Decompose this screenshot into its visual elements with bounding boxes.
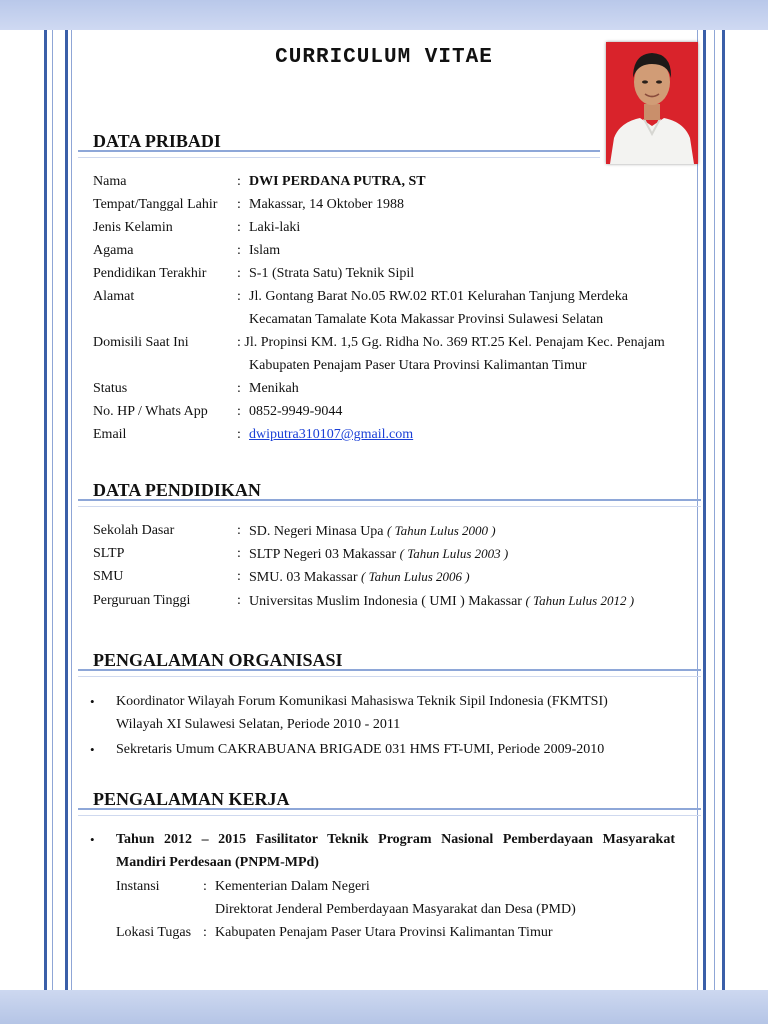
field-separator: : <box>237 289 241 304</box>
field-value: S-1 (Strata Satu) Teknik Sipil <box>249 266 415 281</box>
field-label: Status <box>93 381 128 396</box>
left-border-line <box>71 30 72 990</box>
graduation-year: ( Tahun Lulus 2012 ) <box>525 593 635 608</box>
field-value <box>249 569 470 586</box>
section-heading-organisasi: PENGALAMAN ORGANISASI <box>93 650 343 670</box>
field-value <box>249 593 634 610</box>
field-label: Jenis Kelamin <box>93 220 173 235</box>
field-separator: : <box>237 266 241 281</box>
field-separator: : <box>237 381 241 396</box>
right-border-line <box>697 30 698 990</box>
field-separator: : <box>237 404 241 419</box>
bottom-border-band <box>0 990 768 1024</box>
section-divider <box>78 150 600 158</box>
section-heading-data-pribadi: DATA PRIBADI <box>93 131 221 151</box>
field-value: Jl. Gontang Barat No.05 RW.02 RT.01 Kelurahan Tanjung Merdeka <box>249 289 628 304</box>
work-instansi-label: Instansi <box>116 879 160 894</box>
field-separator: : <box>237 546 241 561</box>
field-label: No. HP / Whats App <box>93 404 208 419</box>
school-name: SLTP Negeri 03 Makassar <box>249 547 397 562</box>
work-item-title: Tahun 2012 – 2015 Fasilitator Teknik Program Nasional Pemberdayaan Masyarakat <box>116 832 675 847</box>
document-title: CURRICULUM VITAE <box>275 46 493 69</box>
field-label: Perguruan Tinggi <box>93 593 191 608</box>
field-value-continued: Kecamatan Tamalate Kota Makassar Provinsi Sulawesi Selatan <box>249 312 604 327</box>
field-value: Islam <box>249 243 281 258</box>
school-name: SMU. 03 Makassar <box>249 570 358 585</box>
right-border-line <box>722 30 725 990</box>
organization-item: Sekretaris Umum CAKRABUANA BRIGADE 031 HMS FT-UMI, Periode 2009-2010 <box>116 742 605 757</box>
field-label: Nama <box>93 174 127 189</box>
profile-photo <box>606 42 698 164</box>
field-value: 0852-9949-9044 <box>249 404 343 419</box>
field-separator: : <box>237 593 241 608</box>
organization-item-continued: Wilayah XI Sulawesi Selatan, Periode 2010 - 2011 <box>116 717 401 732</box>
field-separator: : <box>237 427 241 442</box>
field-value <box>249 523 496 540</box>
field-label: Sekolah Dasar <box>93 523 175 538</box>
bullet-icon: • <box>90 694 95 709</box>
section-divider <box>78 669 701 677</box>
email-link[interactable]: dwiputra310107@gmail.com <box>249 427 414 442</box>
section-divider <box>78 499 701 507</box>
field-value: : Jl. Propinsi KM. 1,5 Gg. Ridha No. 369 RT.25 Kel. Penajam Kec. Penajam <box>237 335 665 350</box>
school-name: Universitas Muslim Indonesia ( UMI ) Makassar <box>249 594 522 609</box>
field-separator: : <box>203 925 207 940</box>
field-value: Laki-laki <box>249 220 301 235</box>
field-separator: : <box>203 879 207 894</box>
top-border-band <box>0 0 768 30</box>
right-border-line <box>714 30 715 990</box>
graduation-year: ( Tahun Lulus 2000 ) <box>387 523 496 538</box>
field-value: Menikah <box>249 381 299 396</box>
field-label: SMU <box>93 569 124 584</box>
work-instansi-value: Kementerian Dalam Negeri <box>215 879 370 894</box>
field-label: Tempat/Tanggal Lahir <box>93 197 218 212</box>
graduation-year: ( Tahun Lulus 2006 ) <box>361 569 470 584</box>
field-separator: : <box>237 197 241 212</box>
field-label: Email <box>93 427 127 442</box>
left-border-line <box>44 30 47 990</box>
left-border-line <box>65 30 68 990</box>
field-value <box>249 546 508 563</box>
field-separator: : <box>237 174 241 189</box>
section-heading-kerja: PENGALAMAN KERJA <box>93 789 290 809</box>
work-instansi-value-continued: Direktorat Jenderal Pemberdayaan Masyarakat dan Desa (PMD) <box>215 902 576 917</box>
work-lokasi-label: Lokasi Tugas <box>116 925 192 940</box>
field-value: Makassar, 14 Oktober 1988 <box>249 197 404 212</box>
left-border-line <box>52 30 53 990</box>
work-lokasi-value: Kabupaten Penajam Paser Utara Provinsi Kalimantan Timur <box>215 925 553 940</box>
field-value-continued: Kabupaten Penajam Paser Utara Provinsi Kalimantan Timur <box>249 358 587 373</box>
organization-item: Koordinator Wilayah Forum Komunikasi Mahasiswa Teknik Sipil Indonesia (FKMTSI) <box>116 694 608 709</box>
work-item-title-continued: Mandiri Perdesaan (PNPM-MPd) <box>116 855 319 870</box>
section-divider <box>78 808 701 816</box>
school-name: SD. Negeri Minasa Upa <box>249 524 384 539</box>
graduation-year: ( Tahun Lulus 2003 ) <box>399 546 509 561</box>
section-heading-data-pendidikan: DATA PENDIDIKAN <box>93 480 261 500</box>
field-label: Pendidikan Terakhir <box>93 266 207 281</box>
field-label: SLTP <box>93 546 125 561</box>
field-separator: : <box>237 569 241 584</box>
field-separator: : <box>237 220 241 235</box>
field-separator: : <box>237 243 241 258</box>
right-border-line <box>703 30 706 990</box>
field-label: Domisili Saat Ini <box>93 335 189 350</box>
field-label: Alamat <box>93 289 135 304</box>
field-label: Agama <box>93 243 134 258</box>
bullet-icon: • <box>90 742 95 757</box>
field-value-nama: DWI PERDANA PUTRA, ST <box>249 174 426 189</box>
field-separator: : <box>237 523 241 538</box>
bullet-icon: • <box>90 832 95 847</box>
